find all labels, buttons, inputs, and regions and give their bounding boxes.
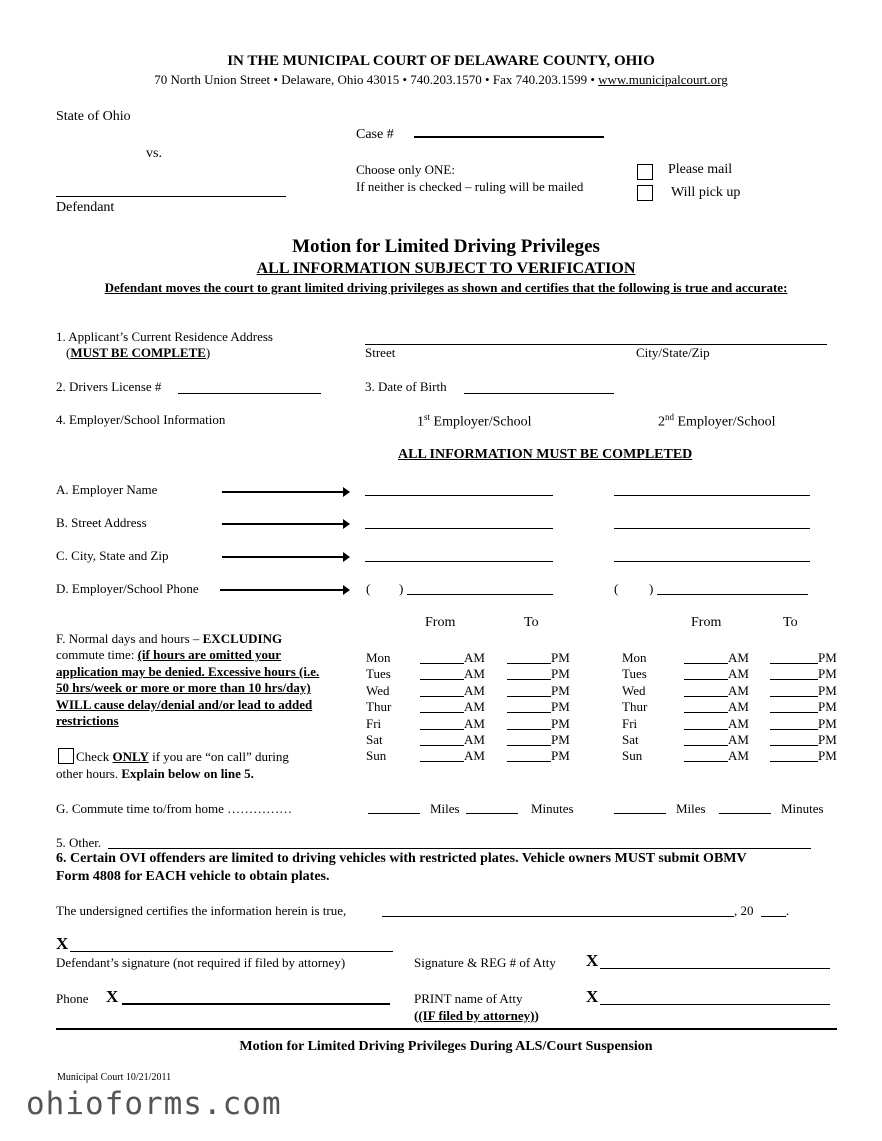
from-time-field[interactable] bbox=[420, 712, 464, 713]
pm-label: PM bbox=[818, 682, 837, 698]
to-time-field[interactable] bbox=[770, 696, 818, 697]
street-address-label: B. Street Address bbox=[56, 515, 147, 530]
phone-x: X bbox=[106, 987, 119, 1006]
defendant-sig-x: X bbox=[56, 934, 69, 953]
footer-title: Motion for Limited Driving Privileges During ALS/Court Suspension bbox=[239, 1039, 653, 1054]
employer-1-name-field[interactable] bbox=[365, 495, 553, 496]
am-label: AM bbox=[728, 682, 749, 698]
on-call-checkbox[interactable] bbox=[58, 748, 74, 764]
if-filed-note: ((IF filed by attorney)) bbox=[414, 1008, 539, 1023]
atty-signature-field[interactable] bbox=[600, 968, 830, 969]
to-time-field[interactable] bbox=[507, 761, 551, 762]
will-pick-up-label: Will pick up bbox=[671, 185, 741, 200]
pm-label: PM bbox=[551, 731, 570, 747]
ovi-notice-line-2: Form 4808 for EACH vehicle to obtain plates. bbox=[56, 869, 330, 884]
certify-date-field[interactable] bbox=[382, 916, 734, 917]
employer-2-heading: 2nd Employer/School bbox=[658, 412, 776, 430]
employer-name-label: A. Employer Name bbox=[56, 482, 158, 497]
court-address bbox=[0, 72, 882, 88]
commute-2-minutes-field[interactable] bbox=[719, 813, 771, 814]
on-call-explain: other hours. Explain below on line 5. bbox=[56, 766, 254, 781]
year-prefix: , 20 bbox=[734, 903, 754, 918]
am-label: AM bbox=[464, 650, 485, 665]
am-label: AM bbox=[728, 699, 749, 715]
commute-label: G. Commute time to/from home …………… bbox=[56, 801, 293, 816]
commute-2-miles-label: Miles bbox=[676, 801, 706, 816]
pm-label: PM bbox=[551, 748, 570, 764]
employer-1-city-field[interactable] bbox=[365, 561, 553, 562]
to-time-field[interactable] bbox=[507, 663, 551, 664]
am-label: AM bbox=[464, 715, 485, 731]
arrow-right-icon bbox=[222, 556, 348, 558]
schedule-row bbox=[622, 650, 842, 666]
employer-1-phone-field[interactable] bbox=[407, 594, 553, 595]
will-pick-up-checkbox[interactable] bbox=[637, 185, 653, 201]
schedule-row bbox=[622, 699, 842, 715]
schedule-row bbox=[366, 666, 576, 682]
phone-field[interactable] bbox=[122, 1003, 390, 1005]
commute-2-miles-field[interactable] bbox=[614, 813, 666, 814]
dob-label: 3. Date of Birth bbox=[365, 379, 447, 394]
other-label: 5. Other. bbox=[56, 835, 102, 850]
pm-label: PM bbox=[818, 666, 837, 682]
to-time-field[interactable] bbox=[507, 679, 551, 680]
choose-one-label: Choose only ONE: bbox=[356, 162, 455, 177]
print-atty-label: PRINT name of Atty bbox=[414, 991, 523, 1006]
pm-label: PM bbox=[551, 699, 570, 715]
phone-2-paren-open: ( bbox=[614, 581, 619, 596]
to-time-field[interactable] bbox=[507, 696, 551, 697]
to-time-field[interactable] bbox=[770, 712, 818, 713]
form-title: Motion for Limited Driving Privileges bbox=[292, 236, 600, 257]
arrow-right-icon bbox=[222, 523, 348, 525]
address-text: 70 North Union Street • Delaware, Ohio 43015 • 740.203.1570 • Fax 740.203.1599 • bbox=[154, 72, 599, 87]
from-header-1: From bbox=[425, 615, 456, 630]
am-label: AM bbox=[464, 682, 485, 698]
day-label: Fri bbox=[366, 715, 382, 731]
footer-divider bbox=[56, 1028, 837, 1030]
phone-1-paren-close: ) bbox=[399, 581, 404, 596]
please-mail-label: Please mail bbox=[668, 162, 733, 177]
day-label: Mon bbox=[366, 650, 391, 665]
commute-2-minutes-label: Minutes bbox=[781, 801, 824, 816]
certification-statement: Defendant moves the court to grant limited driving privileges as shown and certifies that the following is true and accurate: bbox=[104, 280, 788, 295]
day-label: Thur bbox=[622, 699, 648, 715]
schedule-employer-2 bbox=[622, 650, 842, 765]
from-time-field[interactable] bbox=[420, 761, 464, 762]
neither-note: If neither is checked – ruling will be mailed bbox=[356, 179, 584, 194]
am-label: AM bbox=[728, 666, 749, 682]
must-be-complete-note: (MUST BE COMPLETE) bbox=[66, 345, 211, 360]
residence-address-field[interactable] bbox=[365, 344, 827, 345]
day-label: Sat bbox=[366, 731, 383, 747]
am-label: AM bbox=[728, 748, 749, 764]
day-label: Tues bbox=[366, 666, 391, 682]
employer-2-phone-field[interactable] bbox=[657, 594, 808, 595]
defendant-sig-label: Defendant’s signature (not required if filed by attorney) bbox=[56, 955, 346, 970]
must-be-complete-text: MUST BE COMPLETE bbox=[70, 345, 206, 360]
hours-instructions: F. Normal days and hours – EXCLUDING commute time: (if hours are omitted your application may be denied. Excessive hours (i.e. 50 hrs/week or more or more than 10 hrs/day) WILL cause delay/denial and/or lead to added restrictions bbox=[56, 631, 320, 729]
vs-label: vs. bbox=[146, 146, 162, 161]
from-time-field[interactable] bbox=[420, 679, 464, 680]
year-suffix: . bbox=[786, 903, 790, 918]
commute-1-minutes-label: Minutes bbox=[531, 801, 574, 816]
from-time-field[interactable] bbox=[684, 745, 728, 746]
schedule-row bbox=[366, 699, 576, 715]
pm-label: PM bbox=[551, 682, 570, 698]
from-time-field[interactable] bbox=[420, 745, 464, 746]
from-time-field[interactable] bbox=[420, 696, 464, 697]
pm-label: PM bbox=[818, 731, 837, 747]
drivers-license-label: 2. Drivers License # bbox=[56, 379, 162, 394]
from-time-field[interactable] bbox=[684, 663, 728, 664]
ovi-notice-line-1: 6. Certain OVI offenders are limited to driving vehicles with restricted plates. Vehicle owners MUST submit OBMV bbox=[56, 851, 747, 866]
employer-2-street-field[interactable] bbox=[614, 528, 810, 529]
day-label: Sat bbox=[622, 731, 639, 747]
state-label: State of Ohio bbox=[56, 109, 131, 124]
pm-label: PM bbox=[551, 715, 570, 731]
phone-label: Phone bbox=[56, 991, 89, 1006]
schedule-row bbox=[366, 650, 576, 666]
day-label: Wed bbox=[622, 682, 646, 698]
schedule-row bbox=[366, 716, 576, 732]
pm-label: PM bbox=[818, 748, 837, 764]
employer-1-heading: 1st Employer/School bbox=[417, 412, 532, 430]
from-time-field[interactable] bbox=[684, 696, 728, 697]
am-label: AM bbox=[728, 715, 749, 731]
pm-label: PM bbox=[818, 699, 837, 715]
schedule-row bbox=[622, 683, 842, 699]
dob-field[interactable] bbox=[464, 393, 614, 394]
watermark: ohioforms.com bbox=[26, 1086, 282, 1122]
pm-label: PM bbox=[818, 650, 837, 665]
case-number-field[interactable] bbox=[414, 136, 604, 138]
pm-label: PM bbox=[818, 715, 837, 731]
schedule-row bbox=[622, 666, 842, 682]
schedule-row bbox=[622, 716, 842, 732]
schedule-row bbox=[366, 683, 576, 699]
day-label: Wed bbox=[366, 682, 390, 698]
defendant-name-field[interactable] bbox=[56, 196, 286, 197]
am-label: AM bbox=[464, 731, 485, 747]
certify-year-field[interactable] bbox=[761, 916, 786, 917]
from-time-field[interactable] bbox=[684, 679, 728, 680]
defendant-signature-field[interactable] bbox=[70, 951, 393, 952]
schedule-employer-1 bbox=[366, 650, 576, 765]
am-label: AM bbox=[728, 650, 749, 665]
street-caption: Street bbox=[365, 345, 396, 360]
arrow-right-icon bbox=[222, 491, 348, 493]
pm-label: PM bbox=[551, 666, 570, 682]
city-state-zip-caption: City/State/Zip bbox=[636, 345, 710, 360]
to-header-1: To bbox=[524, 615, 539, 630]
pm-label: PM bbox=[551, 650, 570, 665]
to-time-field[interactable] bbox=[770, 679, 818, 680]
court-title: IN THE MUNICIPAL COURT OF DELAWARE COUNTY, OHIO bbox=[227, 53, 655, 69]
print-atty-field[interactable] bbox=[600, 1004, 830, 1005]
website-link[interactable]: www.municipalcourt.org bbox=[598, 72, 728, 87]
day-label: Sun bbox=[622, 748, 643, 764]
employer-phone-label: D. Employer/School Phone bbox=[56, 581, 199, 596]
employer-2-city-field[interactable] bbox=[614, 561, 810, 562]
phone-2-paren-close: ) bbox=[649, 581, 654, 596]
am-label: AM bbox=[464, 748, 485, 764]
from-time-field[interactable] bbox=[684, 761, 728, 762]
on-call-label: Check ONLY if you are “on call” during bbox=[76, 749, 289, 764]
schedule-row bbox=[622, 732, 842, 748]
schedule-row bbox=[366, 732, 576, 748]
to-time-field[interactable] bbox=[507, 712, 551, 713]
to-time-field[interactable] bbox=[770, 761, 818, 762]
employer-info-label: 4. Employer/School Information bbox=[56, 412, 226, 427]
to-time-field[interactable] bbox=[507, 745, 551, 746]
form-id: Municipal Court 10/21/2011 bbox=[57, 1072, 172, 1083]
to-time-field[interactable] bbox=[770, 745, 818, 746]
day-label: Fri bbox=[622, 715, 638, 731]
to-header-2: To bbox=[783, 615, 798, 630]
all-info-notice: ALL INFORMATION MUST BE COMPLETED bbox=[398, 447, 693, 462]
am-label: AM bbox=[728, 731, 749, 747]
from-time-field[interactable] bbox=[420, 729, 464, 730]
to-time-field[interactable] bbox=[770, 729, 818, 730]
employer-1-street-field[interactable] bbox=[365, 528, 553, 529]
phone-1-paren-open: ( bbox=[366, 581, 371, 596]
from-time-field[interactable] bbox=[684, 712, 728, 713]
drivers-license-field[interactable] bbox=[178, 393, 321, 394]
arrow-right-icon bbox=[220, 589, 348, 591]
to-time-field[interactable] bbox=[770, 663, 818, 664]
defendant-label: Defendant bbox=[56, 200, 115, 215]
to-time-field[interactable] bbox=[507, 729, 551, 730]
print-atty-x: X bbox=[586, 987, 599, 1006]
city-state-zip-label: C. City, State and Zip bbox=[56, 548, 169, 563]
schedule-row bbox=[622, 748, 842, 764]
day-label: Sun bbox=[366, 748, 387, 764]
am-label: AM bbox=[464, 666, 485, 682]
certify-label: The undersigned certifies the information herein is true, bbox=[56, 903, 347, 918]
commute-1-minutes-field[interactable] bbox=[466, 813, 518, 814]
from-time-field[interactable] bbox=[684, 729, 728, 730]
please-mail-checkbox[interactable] bbox=[637, 164, 653, 180]
employer-2-name-field[interactable] bbox=[614, 495, 810, 496]
atty-sig-label: Signature & REG # of Atty bbox=[414, 955, 556, 970]
residence-label: 1. Applicant’s Current Residence Address bbox=[56, 329, 273, 344]
day-label: Thur bbox=[366, 699, 392, 715]
commute-1-miles-field[interactable] bbox=[368, 813, 420, 814]
from-time-field[interactable] bbox=[420, 663, 464, 664]
atty-sig-x: X bbox=[586, 951, 599, 970]
commute-1-miles-label: Miles bbox=[430, 801, 460, 816]
day-label: Mon bbox=[622, 650, 647, 665]
am-label: AM bbox=[464, 699, 485, 715]
day-label: Tues bbox=[622, 666, 647, 682]
from-header-2: From bbox=[691, 615, 722, 630]
case-label: Case # bbox=[356, 127, 394, 142]
other-field[interactable] bbox=[108, 848, 811, 849]
verification-notice: ALL INFORMATION SUBJECT TO VERIFICATION bbox=[256, 260, 636, 277]
schedule-row bbox=[366, 748, 576, 764]
